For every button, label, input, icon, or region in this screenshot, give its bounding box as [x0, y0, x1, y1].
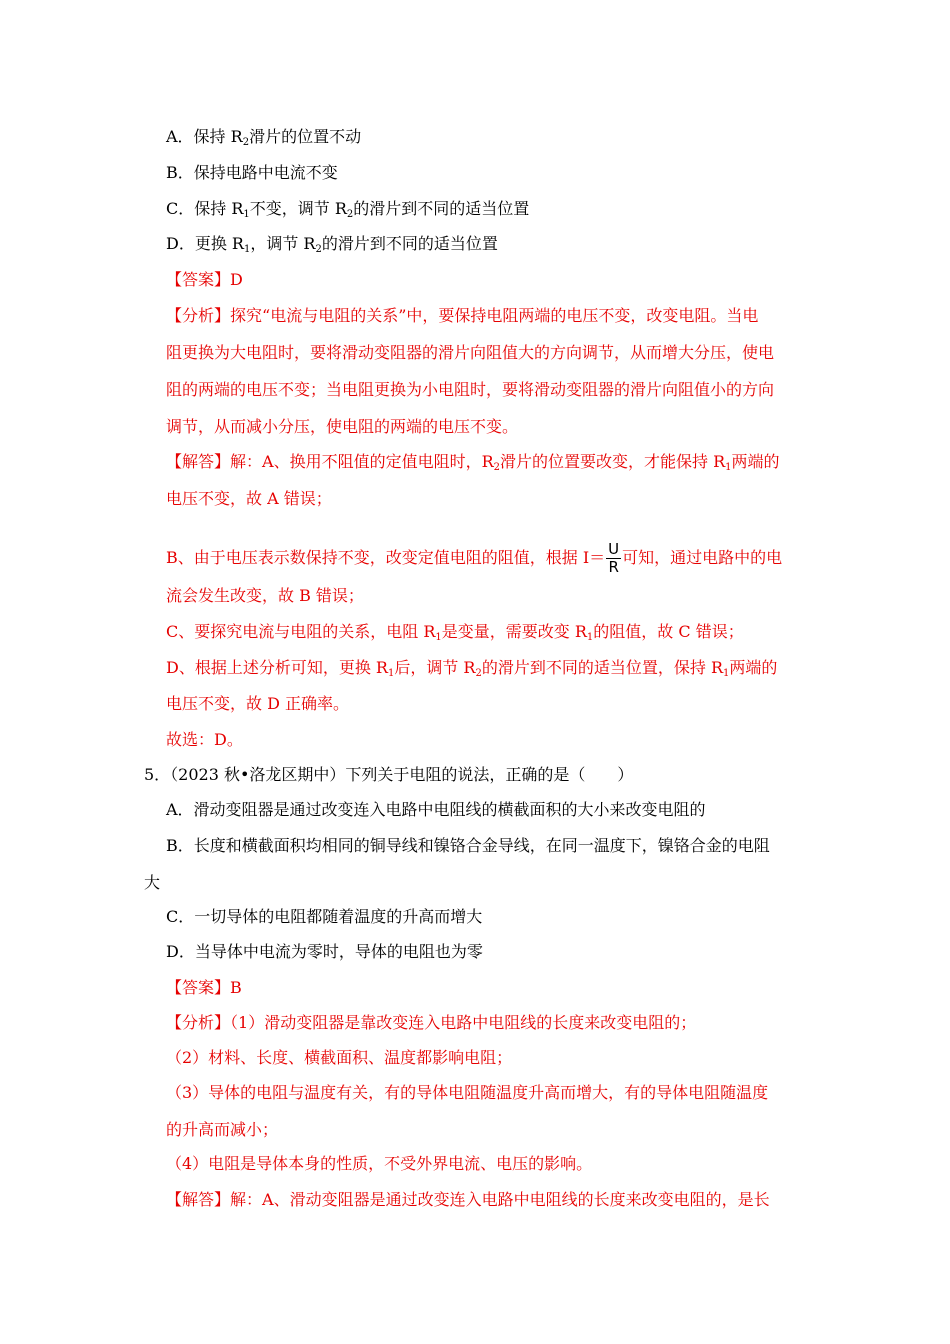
q5-analysis-line-5: （4）电阻是导体本身的性质，不受外界电流、电压的影响。: [166, 1154, 593, 1173]
q4-answer: 【答案】D: [166, 270, 243, 289]
q4-analysis-line-1: 【分析】探究“电流与电阻的关系”中，要保持电阻两端的电压不变，改变电阻。当电: [166, 306, 759, 325]
ohms-law-fraction: [606, 541, 621, 576]
q5-analysis-line-3: （3）导体的电阻与温度有关，有的导体电阻随温度升高而增大，有的导体电阻随温度: [166, 1083, 769, 1102]
fraction-denominator: R: [608, 558, 619, 576]
q4-analysis-line-2: 阻更换为大电阻时，要将滑动变阻器的滑片向阻值大的方向调节，从而增大分压，使电: [166, 343, 775, 362]
q4-solution-b-line-2: 流会发生改变，故 B 错误；: [166, 586, 364, 605]
q5-analysis-line-4: 的升高而减小；: [166, 1120, 279, 1139]
q4-option-d: D．更换 $R_1$，调节 $R_2$的滑片到不同的适当位置: [166, 234, 498, 255]
fraction-numerator: U: [608, 540, 620, 558]
q5-analysis-line-2: （2）材料、长度、横截面积、温度都影响电阻；: [166, 1048, 513, 1067]
q5-option-b-line-2: 大: [144, 873, 161, 892]
q4-option-b: B．保持电路中电流不变: [166, 163, 338, 182]
q4-analysis-line-4: 调节，从而减小分压，使电阻的两端的电压不变。: [166, 417, 519, 436]
q4-option-a: A．保持 $R_2$滑片的位置不动: [166, 127, 362, 148]
q4-solution-a-line-1: 【解答】解：A、换用不阻值的定值电阻时，$R_2$滑片的位置要改变，才能保持 $R_1$两端的: [166, 452, 780, 473]
q4-solution-d-line-2: 电压不变，故 D 正确率。: [166, 694, 350, 713]
q4-solution-b-line-1: B、由于电压表示数保持不变，改变定值电阻的阻值，根据 I＝ $\frac{U}{R}$ 可知，通过电路中的电: [166, 540, 783, 576]
q5-option-a: A．滑动变阻器是通过改变连入电路中电阻线的横截面积的大小来改变电阻的: [166, 800, 706, 819]
q4-option-c: C．保持 $R_1$不变，调节 $R_2$的滑片到不同的适当位置: [166, 199, 530, 220]
q4-analysis-line-3: 阻的两端的电压不变；当电阻更换为小电阻时，要将滑动变阻器的滑片向阻值小的方向: [166, 380, 775, 399]
q5-stem: 5．（2023 秋•洛龙区期中）下列关于电阻的说法，正确的是（ ）: [144, 765, 634, 784]
q4-solution-d-line-1: D、根据上述分析可知，更换 $R_1$后，调节 $R_2$的滑片到不同的适当位置，保持 $R_1$两端的: [166, 658, 778, 679]
q4-solution-c: C、要探究电流与电阻的关系，电阻 $R_1$是变量，需要改变 $R_1$的阻值，故 C 错误；: [166, 622, 744, 643]
q5-analysis-line-1: 【分析】（1）滑动变阻器是靠改变连入电路中电阻线的长度来改变电阻的；: [166, 1013, 697, 1032]
q5-solution-line-1: 【解答】解：A、滑动变阻器是通过改变连入电路中电阻线的长度来改变电阻的，是长: [166, 1190, 770, 1209]
q5-option-d: D．当导体中电流为零时，导体的电阻也为零: [166, 942, 483, 961]
q4-final-choice: 故选：D。: [166, 730, 243, 749]
q5-option-c: C．一切导体的电阻都随着温度的升高而增大: [166, 907, 483, 926]
q4-solution-a-line-2: 电压不变，故 A 错误；: [166, 489, 332, 508]
q5-option-b-line-1: B．长度和横截面积均相同的铜导线和镍铬合金导线，在同一温度下，镍铬合金的电阻: [166, 836, 770, 855]
q5-answer: 【答案】B: [166, 978, 242, 997]
